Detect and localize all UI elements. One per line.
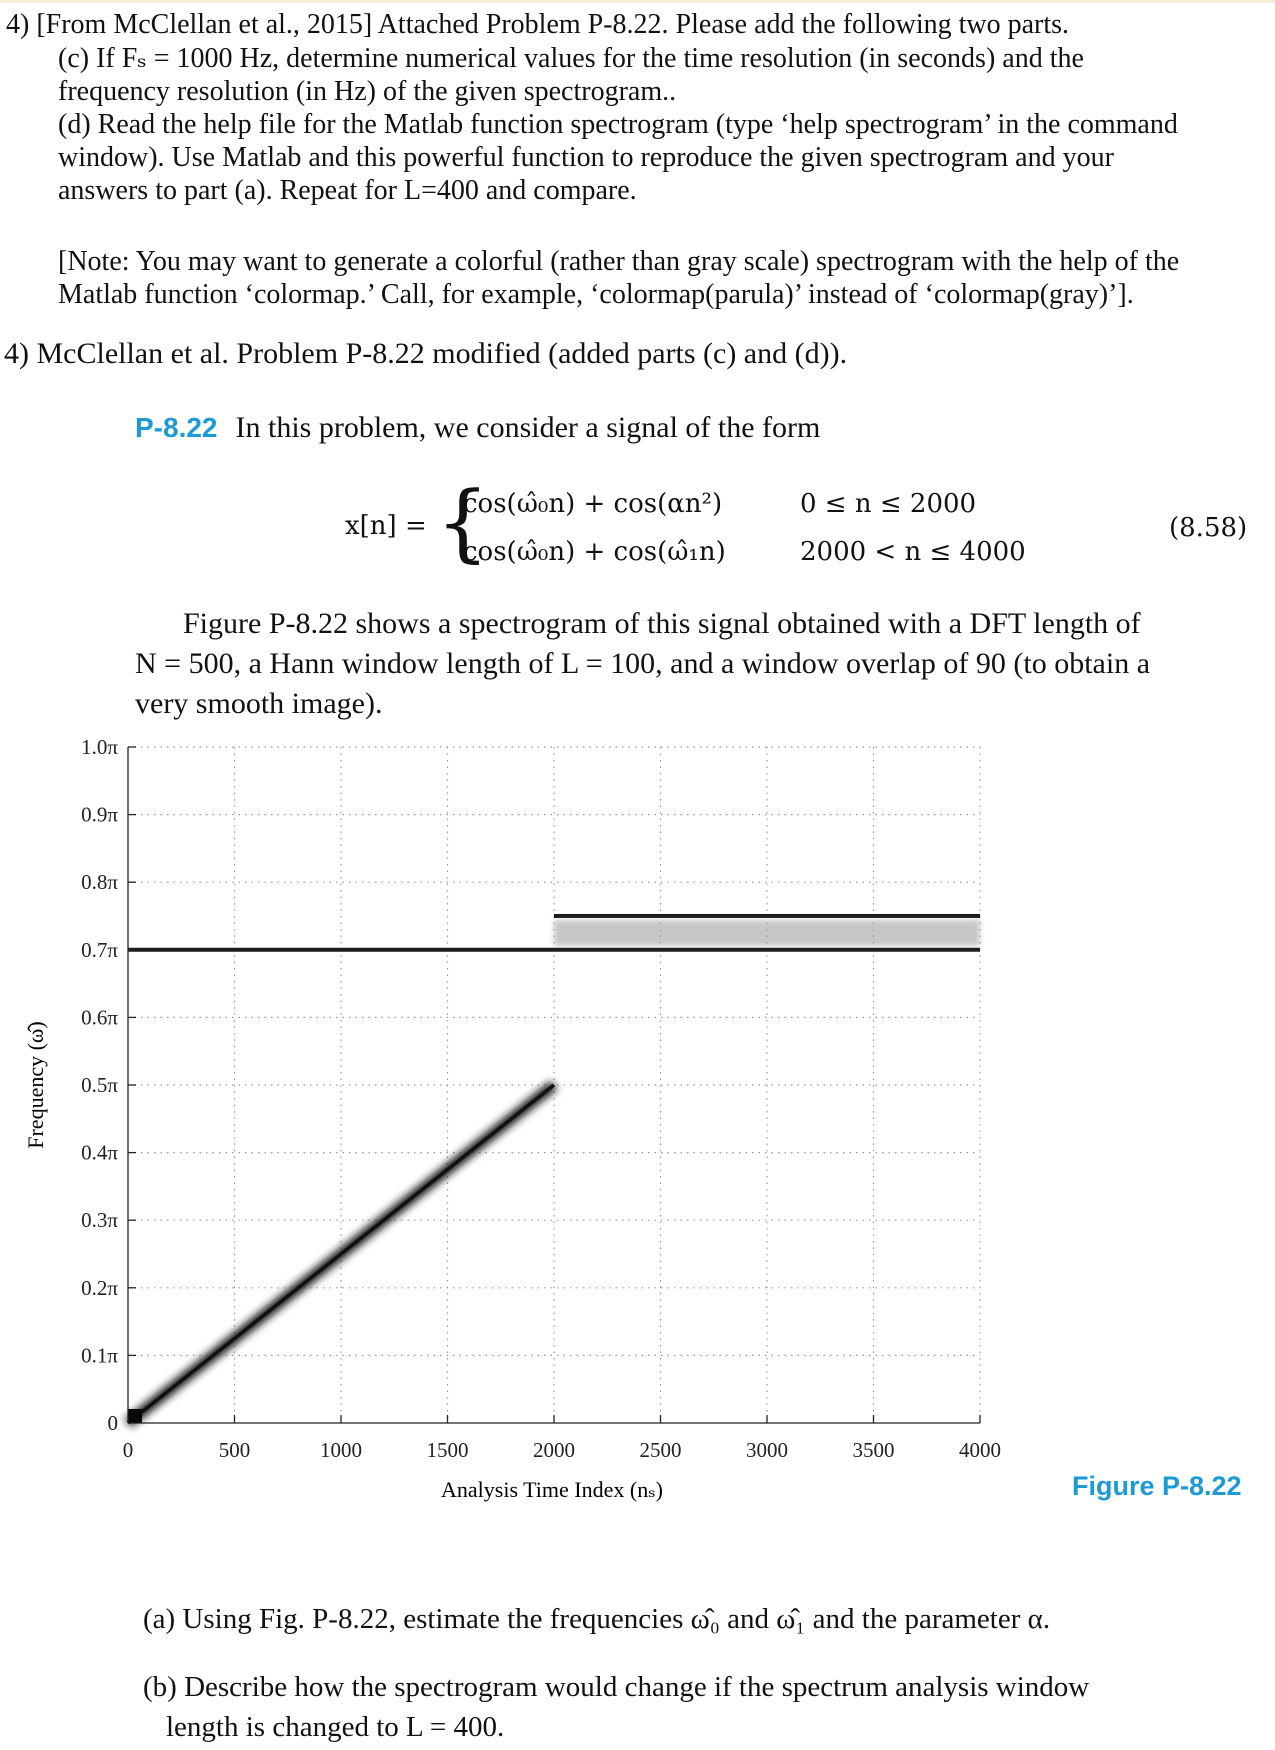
- y-tick-label: 0.5π: [81, 1073, 118, 1097]
- figure-label: Figure P-8.22: [1072, 1471, 1242, 1501]
- equation-lhs: x[n] =: [345, 511, 427, 541]
- y-tick-label: 0.4π: [81, 1140, 118, 1165]
- figure-text-line-3: very smooth image).: [135, 687, 383, 720]
- figure-text-line-2: N = 500, a Hann window length of L = 100, and a window overlap of 90 (to obtain a: [135, 647, 1151, 680]
- note-line-1: [Note: You may want to generate a colorful (rather than gray scale) spectrogram with the help of the: [58, 246, 1180, 277]
- x-tick-label: 1500: [426, 1438, 469, 1462]
- problem-statement: [135, 410, 820, 446]
- dc-component: [128, 1409, 142, 1423]
- y-tick-label: 0.2π: [81, 1275, 118, 1300]
- x-tick-label: 1000: [320, 1438, 362, 1462]
- question-b-line-1: (b) Describe how the spectrogram would change if the spectrum analysis window: [143, 1671, 1090, 1703]
- equation-number: (8.58): [1169, 513, 1248, 543]
- y-tick-label: 0.7π: [81, 937, 118, 962]
- x-tick-label: 3000: [746, 1438, 788, 1462]
- equation-case2-cond: 2000 < n ≤ 4000: [800, 537, 1026, 567]
- y-tick-label: 0.3π: [81, 1208, 118, 1233]
- x-tick-label: 4000: [959, 1438, 1001, 1462]
- x-tick-label: 2000: [533, 1438, 575, 1462]
- equation-brace: {: [436, 473, 490, 571]
- y-axis-label: Frequency (ω̂): [23, 1021, 48, 1149]
- question-a: (a) Using Fig. P-8.22, estimate the frequencies ω̂₀ and ω̂₁ and the parameter α.: [143, 1603, 1051, 1635]
- y-tick-label: 0.8π: [81, 870, 118, 895]
- equation-case1-expr: cos(ω̂₀n) + cos(αn²): [463, 489, 723, 519]
- y-tick-label: 0.9π: [81, 802, 118, 827]
- header-line-6: answers to part (a). Repeat for L=400 and compare.: [58, 175, 637, 206]
- header-line-3: frequency resolution (in Hz) of the given spectrogram..: [58, 76, 677, 107]
- header-line-2: (c) If Fₛ = 1000 Hz, determine numerical values for the time resolution (in seconds) and the: [58, 43, 1084, 74]
- y-tick-label: 0.1π: [81, 1343, 118, 1368]
- problem-label: P-8.22: [135, 412, 218, 443]
- x-tick-label: 3500: [852, 1438, 895, 1462]
- x-tick-label: 500: [218, 1438, 251, 1462]
- note-line-2: Matlab function ‘colormap.’ Call, for example, ‘colormap(parula)’ instead of ‘colormap(gray)’].: [58, 279, 1134, 310]
- equation-case1-cond: 0 ≤ n ≤ 2000: [800, 489, 977, 519]
- x-axis-ticks: [123, 1415, 1001, 1462]
- series-beat-band: [554, 920, 980, 946]
- y-tick-label: 0.6π: [81, 1005, 118, 1030]
- x-tick-label: 2500: [639, 1438, 682, 1462]
- spectrogram-chart: [0, 730, 1275, 1510]
- x-axis-label: Analysis Time Index (nₛ): [441, 1477, 663, 1502]
- question-b-line-2: length is changed to L = 400.: [166, 1711, 505, 1743]
- x-tick-label: 0: [122, 1438, 134, 1462]
- y-tick-label: 0: [107, 1411, 118, 1435]
- problem-intro: In this problem, we consider a signal of the form: [235, 411, 821, 444]
- top-border: [0, 0, 1275, 3]
- figure-text-line-1: Figure P-8.22 shows a spectrogram of this signal obtained with a DFT length of: [183, 607, 1141, 640]
- header-line-5: window). Use Matlab and this powerful function to reproduce the given spectrogram and your: [58, 142, 1114, 173]
- header-line-1: 4) [From McClellan et al., 2015] Attached Problem P-8.22. Please add the following two parts.: [6, 9, 1070, 40]
- equation-case2-expr: cos(ω̂₀n) + cos(ω̂₁n): [463, 537, 726, 567]
- section-title: 4) McClellan et al. Problem P-8.22 modified (added parts (c) and (d)).: [4, 337, 848, 370]
- y-tick-label: 1.0π: [81, 735, 118, 759]
- header-line-4: (d) Read the help file for the Matlab function spectrogram (type ‘help spectrogram’ in the command: [58, 109, 1178, 140]
